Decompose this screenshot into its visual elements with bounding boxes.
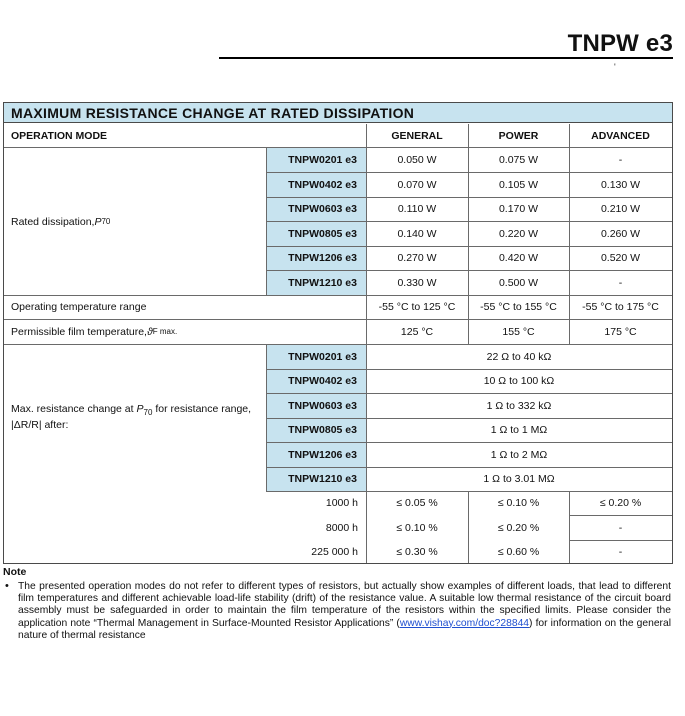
model-cell: TNPW0402 e3 — [266, 369, 366, 393]
grid-line — [4, 319, 672, 320]
grid-line — [266, 172, 672, 173]
header-rule — [219, 57, 673, 59]
operating-temp-label: Operating temperature range — [11, 301, 147, 313]
general-value: 125 °C — [400, 325, 434, 338]
advanced-value: 0.260 W — [600, 227, 641, 240]
grid-line — [266, 418, 672, 419]
grid-line — [266, 491, 672, 492]
grid-line — [366, 124, 367, 563]
grid-line — [569, 124, 570, 344]
col-header-power: POWER — [498, 129, 539, 142]
grid-line — [266, 246, 672, 247]
grid-line — [569, 515, 672, 516]
col-header-advanced: ADVANCED — [591, 129, 650, 142]
grid-line — [266, 197, 672, 198]
advanced-value: ≤ 0.20 % — [599, 497, 642, 509]
range-value: 1 Ω to 3.01 MΩ — [483, 473, 555, 485]
general-value: 0.330 W — [397, 276, 437, 289]
general-value: 0.270 W — [397, 252, 437, 264]
power-value: ≤ 0.20 % — [497, 521, 540, 534]
power-value: ≤ 0.10 % — [497, 497, 540, 509]
film-temp-label: Permissible film temperature, ϑ F max. — [11, 325, 178, 338]
model-cell: TNPW0402 e3 — [266, 172, 366, 197]
range-value: 1 Ω to 1 MΩ — [490, 424, 548, 436]
application-note-link[interactable]: www.vishay.com/doc?28844 — [399, 617, 530, 629]
advanced-value: - — [618, 521, 623, 534]
advanced-value: - — [618, 154, 623, 166]
model-cell: TNPW0805 e3 — [266, 418, 366, 442]
general-value: ≤ 0.05 % — [396, 497, 438, 509]
grid-line — [468, 491, 469, 563]
model-cell: TNPW0201 e3 — [266, 344, 366, 369]
duration-label: 8000 h — [325, 521, 358, 534]
model-cell: TNPW1210 e3 — [266, 270, 366, 295]
advanced-value: 0.130 W — [600, 178, 641, 191]
grid-line — [266, 221, 672, 222]
grid-line — [266, 369, 672, 370]
general-value: ≤ 0.30 % — [396, 545, 438, 558]
general-value: 0.050 W — [397, 154, 437, 166]
note-title: Note — [3, 566, 27, 578]
power-value: 0.220 W — [498, 227, 539, 240]
power-value: 0.420 W — [498, 252, 539, 264]
col-header-general: GENERAL — [391, 129, 443, 142]
model-cell: TNPW0603 e3 — [266, 197, 366, 221]
model-cell: TNPW0201 e3 — [266, 148, 366, 172]
grid-line — [4, 147, 672, 148]
grid-line — [569, 540, 672, 541]
advanced-value: 0.520 W — [600, 252, 641, 264]
power-value: -55 °C to 155 °C — [480, 301, 557, 313]
power-value: 155 °C — [502, 325, 535, 338]
range-value: 10 Ω to 100 kΩ — [483, 375, 555, 387]
page-title: TNPW e3 — [567, 30, 673, 57]
grid-line — [266, 148, 267, 295]
general-value: ≤ 0.10 % — [396, 521, 438, 534]
table-title: MAXIMUM RESISTANCE CHANGE AT RATED DISSIPATION — [4, 103, 672, 123]
advanced-value: -55 °C to 175 °C — [582, 301, 659, 313]
power-value: 0.075 W — [498, 154, 539, 166]
advanced-value: 175 °C — [604, 325, 637, 338]
grid-line — [266, 442, 672, 443]
advanced-value: - — [618, 276, 623, 289]
advanced-value: 0.210 W — [600, 203, 641, 215]
rated-dissipation-label: Rated dissipation, P 70 — [11, 215, 111, 228]
note-text: The presented operation modes do not refer to different types of resistors, but actually show examples of different loads, that lead to different film temperatures and different achievable load-life stability (drift) of the resistance value. A suitable low thermal resistance of the circuit board assembly must be safeguarded in order to maintain the film temperature of the resistors within the specified limits. Please consider the application note “Thermal Management in Surface-Mounted Resistor Applications” (www.vishay.com/doc?28844) for information on the general nature of thermal resistance — [18, 581, 671, 641]
header-tick-mark: ' — [614, 62, 616, 72]
general-value: 0.140 W — [397, 227, 437, 240]
resistance-change-table — [3, 102, 673, 564]
power-value: 0.500 W — [498, 276, 539, 289]
note-bullet: • — [5, 580, 9, 592]
general-value: 0.070 W — [397, 178, 437, 191]
power-value: 0.105 W — [498, 178, 539, 191]
resistance-change-label: Max. resistance change at $P_{70}$ for resistance range, |ΔR/R| after: — [11, 403, 252, 431]
model-cell: TNPW1206 e3 — [266, 246, 366, 270]
power-value: 0.170 W — [498, 203, 539, 215]
col-header-operation-mode: OPERATION MODE — [11, 129, 108, 142]
grid-line — [4, 295, 672, 296]
general-value: -55 °C to 125 °C — [378, 301, 456, 313]
duration-label: 1000 h — [325, 497, 358, 509]
range-value: 1 Ω to 332 kΩ — [486, 399, 552, 412]
grid-line — [266, 393, 672, 394]
range-value: 1 Ω to 2 MΩ — [490, 448, 548, 461]
grid-line — [4, 344, 672, 345]
model-cell: TNPW1206 e3 — [266, 442, 366, 467]
general-value: 0.110 W — [397, 203, 437, 215]
model-cell: TNPW0603 e3 — [266, 393, 366, 418]
duration-label: 225 000 h — [311, 545, 358, 558]
grid-line — [266, 467, 672, 468]
grid-line — [569, 491, 570, 563]
grid-line — [266, 344, 267, 491]
advanced-value: - — [618, 545, 623, 558]
range-value: 22 Ω to 40 kΩ — [486, 350, 552, 363]
model-cell: TNPW1210 e3 — [266, 467, 366, 491]
power-value: ≤ 0.60 % — [497, 545, 540, 558]
grid-line — [468, 124, 469, 344]
grid-line — [266, 270, 672, 271]
model-cell: TNPW0805 e3 — [266, 221, 366, 246]
